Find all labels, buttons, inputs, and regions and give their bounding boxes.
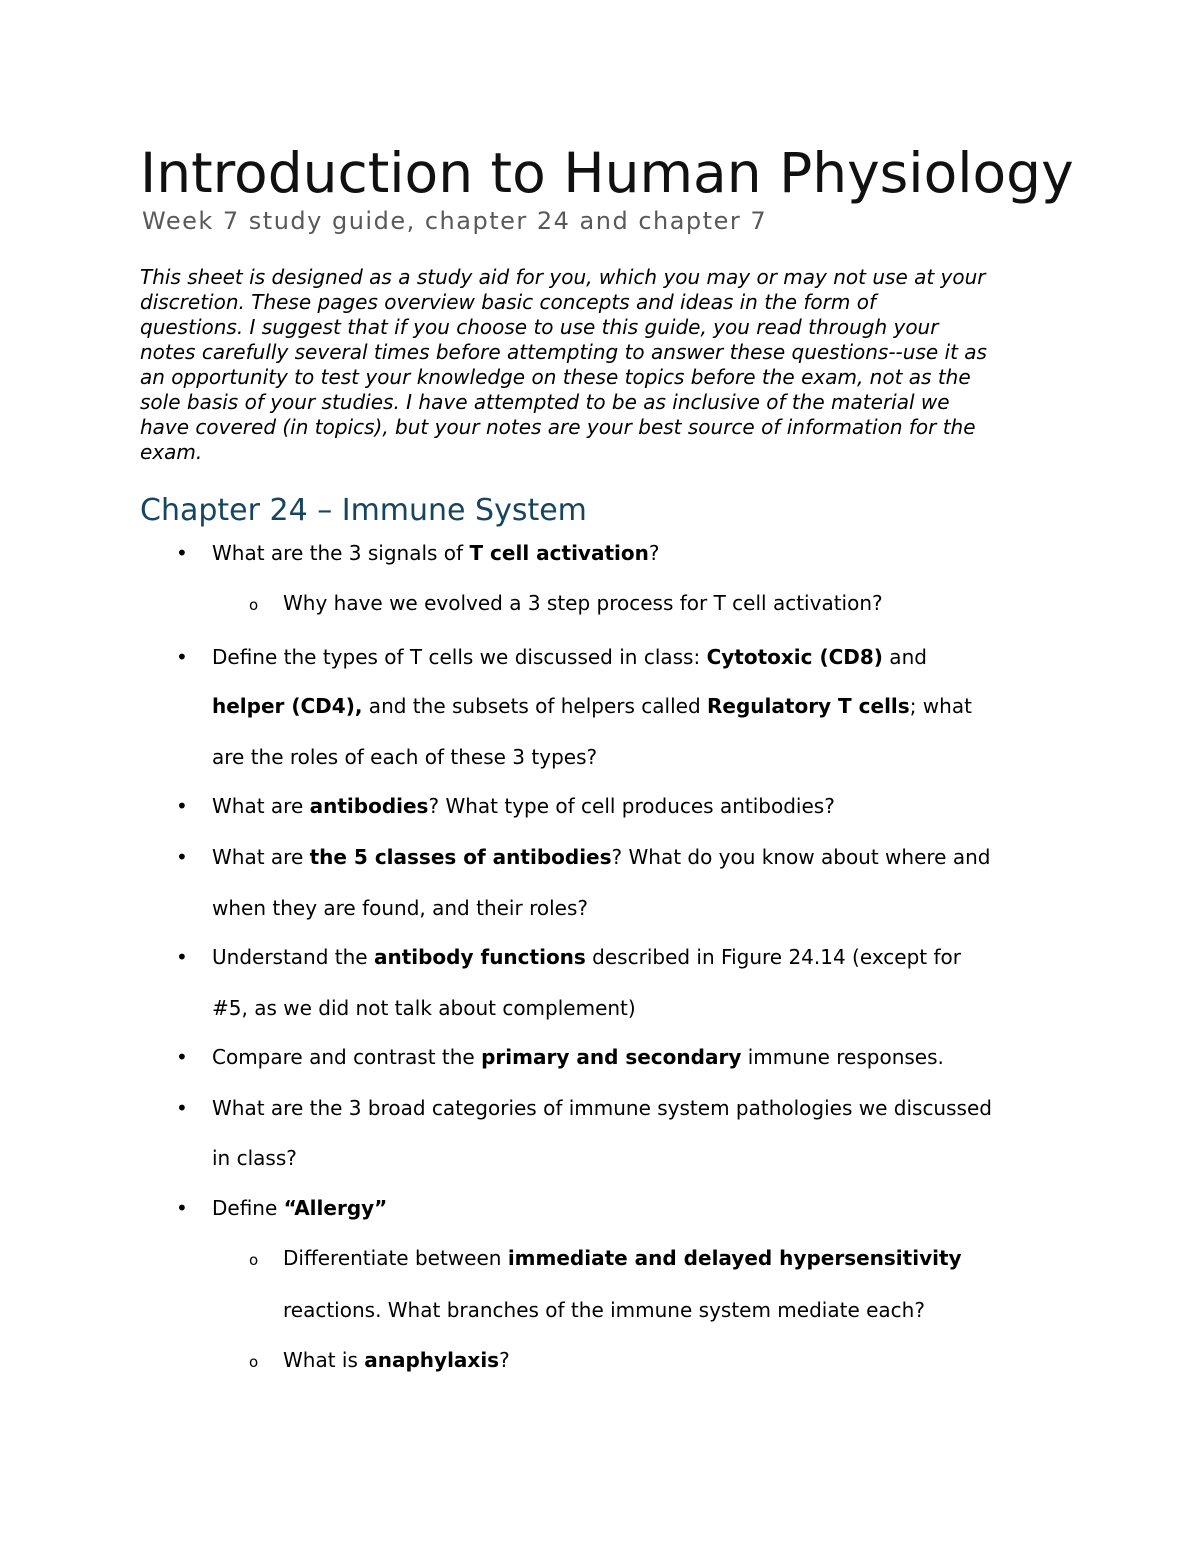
intro-line: sole basis of your studies. I have attempted to be as inclusive of the material we xyxy=(140,390,950,414)
bold-term: primary and secondary xyxy=(481,1045,742,1069)
list-item-t-cell-types xyxy=(212,643,927,671)
sub-list-item-hypersensitivity xyxy=(283,1244,962,1272)
bold-term: Regulatory T cells xyxy=(707,694,910,718)
sub-list-item-continuation: reactions. What branches of the immune system mediate each? xyxy=(283,1298,925,1322)
bullet-marker: • xyxy=(176,1196,188,1220)
item-text: described in Figure 24.14 (except for xyxy=(585,945,961,969)
item-text: What are the 3 signals of xyxy=(212,541,470,565)
intro-line: have covered (in topics), but your notes are your best source of information for the xyxy=(140,415,976,439)
item-text: Differentiate between xyxy=(283,1246,508,1270)
list-item-continuation: are the roles of each of these 3 types? xyxy=(212,745,598,769)
intro-line: an opportunity to test your knowledge on these topics before the exam, not as the xyxy=(140,365,971,389)
item-text: ? What do you know about where and xyxy=(611,845,991,869)
list-item-antibody-classes xyxy=(212,843,990,871)
sub-bullet-marker: o xyxy=(249,1251,259,1269)
sub-list-item-anaphylaxis xyxy=(283,1346,510,1374)
bullet-marker: • xyxy=(176,845,188,869)
item-text: ; what xyxy=(909,694,972,718)
intro-line: discretion. These pages overview basic concepts and ideas in the form of xyxy=(140,290,877,314)
bold-term: anaphylaxis xyxy=(364,1348,500,1372)
sub-list-item-three-step-process: Why have we evolved a 3 step process for T cell activation? xyxy=(283,591,883,615)
list-item-continuation: when they are found, and their roles? xyxy=(212,896,588,920)
document-subtitle: Week 7 study guide, chapter 24 and chapter 7 xyxy=(142,207,768,235)
list-item-continuation: in class? xyxy=(212,1146,297,1170)
bold-term: Cytotoxic (CD8) xyxy=(706,645,883,669)
item-text: immune responses. xyxy=(741,1045,944,1069)
item-text: and the subsets of helpers called xyxy=(362,694,708,718)
sub-bullet-marker: o xyxy=(249,596,259,614)
item-text: What are xyxy=(212,845,310,869)
item-text: What are xyxy=(212,794,310,818)
item-text: Compare and contrast the xyxy=(212,1045,482,1069)
bold-term: the 5 classes of antibodies xyxy=(309,845,612,869)
bullet-marker: • xyxy=(176,945,188,969)
list-item-t-cell-activation xyxy=(212,539,659,567)
bold-term: immediate and delayed hypersensitivity xyxy=(507,1246,962,1270)
list-item-allergy xyxy=(212,1194,387,1222)
document-title: Introduction to Human Physiology xyxy=(140,141,1074,205)
item-text: Understand the xyxy=(212,945,374,969)
sub-bullet-marker: o xyxy=(249,1353,259,1371)
bullet-marker: • xyxy=(176,645,188,669)
list-item-continuation xyxy=(212,692,972,720)
bold-term: antibody functions xyxy=(373,945,586,969)
bullet-marker: • xyxy=(176,794,188,818)
intro-paragraph xyxy=(140,265,1060,465)
item-text: Define xyxy=(212,1196,284,1220)
item-text: What is xyxy=(283,1348,365,1372)
bullet-marker: • xyxy=(176,1096,188,1120)
bold-term: T cell activation xyxy=(469,541,649,565)
list-item-immune-responses xyxy=(212,1043,944,1071)
bold-term: helper (CD4), xyxy=(212,694,363,718)
list-item-pathologies: What are the 3 broad categories of immune system pathologies we discussed xyxy=(212,1096,992,1120)
item-text: ? xyxy=(648,541,660,565)
bold-term: “Allergy” xyxy=(283,1196,388,1220)
item-text: and xyxy=(882,645,927,669)
bold-term: antibodies xyxy=(309,794,429,818)
list-item-antibodies xyxy=(212,792,835,820)
list-item-antibody-functions xyxy=(212,943,961,971)
bullet-marker: • xyxy=(176,541,188,565)
item-text: ? xyxy=(499,1348,510,1372)
section-heading-chapter-24: Chapter 24 – Immune System xyxy=(140,493,587,528)
bullet-marker: • xyxy=(176,1045,188,1069)
item-text: ? What type of cell produces antibodies? xyxy=(428,794,835,818)
item-text: Define the types of T cells we discussed in class: xyxy=(212,645,707,669)
intro-line: exam. xyxy=(140,440,203,464)
list-item-continuation: #5, as we did not talk about complement) xyxy=(212,996,636,1020)
intro-line: This sheet is designed as a study aid for you, which you may or may not use at your xyxy=(140,265,986,289)
intro-line: questions. I suggest that if you choose to use this guide, you read through your xyxy=(140,315,939,339)
intro-line: notes carefully several times before attempting to answer these questions--use it as xyxy=(140,340,987,364)
